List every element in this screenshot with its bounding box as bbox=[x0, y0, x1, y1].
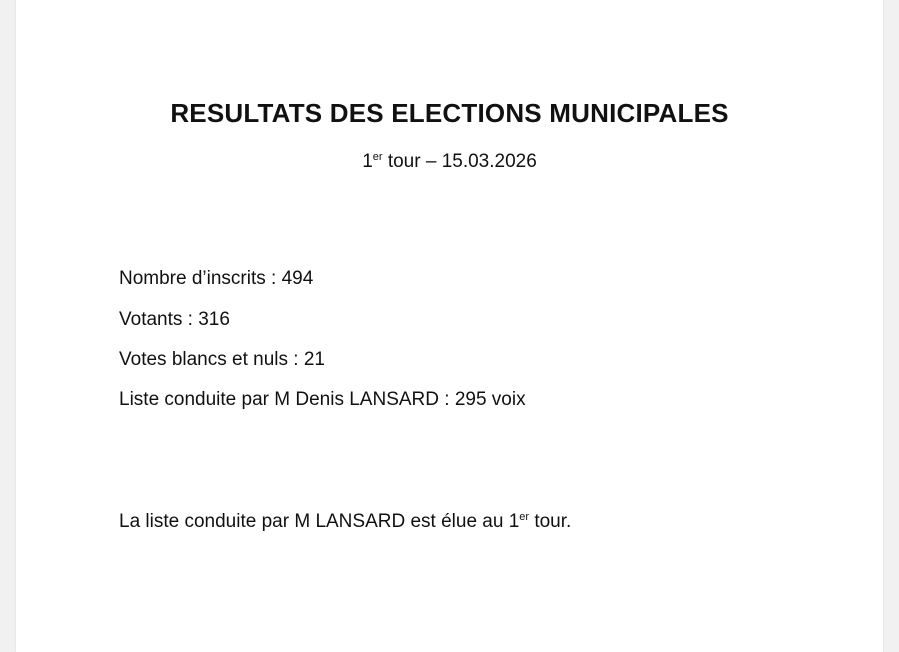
registered-voters-line bbox=[119, 267, 313, 291]
voters-label: Votants : bbox=[119, 309, 199, 330]
conclusion-suffix: er bbox=[519, 511, 530, 523]
round-suffix: er bbox=[372, 151, 383, 163]
document-page bbox=[16, 0, 883, 652]
list-votes-value: 295 voix bbox=[454, 389, 526, 410]
blank-null-value: 21 bbox=[303, 349, 325, 370]
registered-label: Nombre d’inscrits : bbox=[119, 268, 282, 289]
election-conclusion bbox=[119, 510, 571, 534]
blank-null-label: Votes blancs et nuls : bbox=[119, 349, 304, 370]
conclusion-text-before: La liste conduite par M LANSARD est élue au 1 bbox=[119, 511, 520, 532]
round-date-text: tour – 15.03.2026 bbox=[382, 151, 537, 172]
conclusion-text-after: tour. bbox=[529, 511, 572, 532]
page-title: RESULTATS DES ELECTIONS MUNICIPALES bbox=[170, 98, 729, 128]
voters-value: 316 bbox=[198, 309, 230, 330]
list-label: Liste conduite par M Denis LANSARD : bbox=[119, 389, 455, 410]
voters-line bbox=[119, 308, 230, 332]
election-round-date bbox=[16, 150, 883, 174]
list-result-line bbox=[119, 388, 526, 412]
registered-value: 494 bbox=[281, 268, 314, 289]
blank-null-votes-line bbox=[119, 348, 325, 372]
round-number: 1 bbox=[362, 151, 373, 172]
